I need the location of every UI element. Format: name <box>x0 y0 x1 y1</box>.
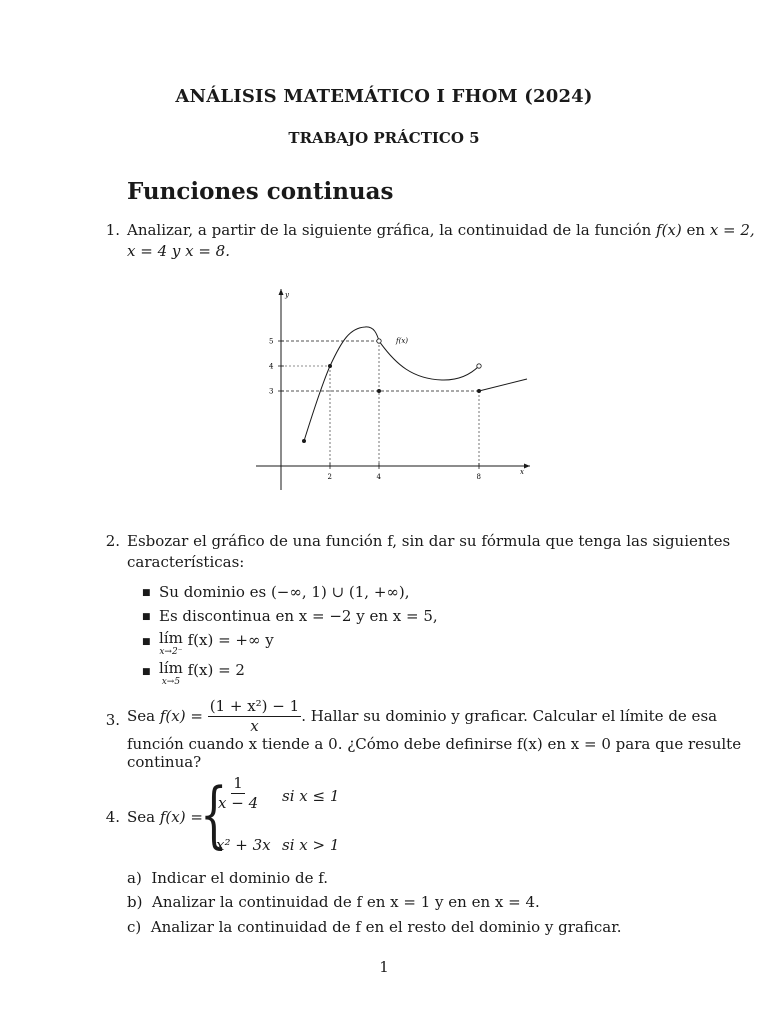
y-tick-label-5: 5 <box>269 337 274 346</box>
subitem-c-text: Analizar la continuidad de f en el resto del dominio y graficar. <box>150 918 622 936</box>
exercise-1-line-1 <box>127 221 755 239</box>
case-2-expression: x² + 3x <box>216 836 271 854</box>
bullet-2: ■ <box>142 612 151 622</box>
exercise-2-line-1: Esbozar el gráfico de una función f, sin dar su fórmula que tenga las siguientes <box>127 532 731 550</box>
exercise-3-numerator: (1 + x²) − 1 <box>208 698 301 717</box>
lim-expression-2: f(x) = 2 <box>182 661 245 679</box>
bullet-4: ■ <box>142 667 151 677</box>
document-title: ANÁLISIS MATEMÁTICO I FHOM (2024) <box>175 86 593 107</box>
point-x8-filled <box>477 389 481 393</box>
endpoint-left-filled <box>302 439 306 443</box>
x-axis-arrow <box>524 464 530 469</box>
exercise-2-number: 2. <box>105 532 120 550</box>
document-subtitle: TRABAJO PRÁCTICO 5 <box>288 129 480 147</box>
exercise-1-en: en <box>681 221 710 239</box>
y-tick-label-3: 3 <box>269 387 274 396</box>
case-2-condition: si x > 1 <box>282 836 340 854</box>
bullet-1: ■ <box>142 588 151 598</box>
exercise-3-fx: f(x) = <box>159 706 208 725</box>
exercise-2-item-4 <box>159 661 245 687</box>
exercise-3-line-3: continua? <box>127 753 202 771</box>
exercise-1-paren-x: (x) <box>661 221 682 239</box>
point-x2-filled <box>328 364 332 368</box>
section-title: Funciones continuas <box>127 178 394 205</box>
subitem-b-label: b) <box>127 893 143 911</box>
x-axis-label: x <box>520 468 524 476</box>
subitem-c <box>127 918 622 936</box>
exercise-3-number: 3. <box>105 711 120 729</box>
exercise-4-number: 4. <box>105 808 120 826</box>
case-1-denominator: x − 4 <box>218 794 259 813</box>
y-axis-arrow <box>279 289 284 295</box>
lim-text-1: lím <box>159 629 183 647</box>
bullet-3: ■ <box>142 637 151 647</box>
exercise-1-x-eq-2: x = 2, <box>709 221 755 239</box>
exercise-3-line-1 <box>127 698 717 736</box>
curve-label: f(x) <box>396 337 409 345</box>
piecewise-brace: { <box>200 772 228 856</box>
case-1-frac <box>218 775 258 813</box>
exercise-2-item-3 <box>159 631 274 657</box>
subitem-a-text: Indicar el dominio de f. <box>151 869 328 887</box>
exercise-1-line-2: x = 4 y x = 8. <box>127 242 230 260</box>
exercise-1-text: Analizar, a partir de la siguiente gráfica, la continuidad de la función <box>127 221 656 239</box>
point-x8-open <box>477 364 481 368</box>
subitem-c-label: c) <box>127 918 142 936</box>
page-number: 1 <box>379 958 389 976</box>
exercise-1-f: f <box>656 221 662 239</box>
lim-subscript-2: x→5 <box>161 677 181 687</box>
lim-text-2: lím <box>159 659 183 677</box>
y-tick-label-4: 4 <box>269 362 274 371</box>
subitem-b-text: Analizar la continuidad de f en x = 1 y en en x = 4. <box>152 893 540 911</box>
exercise-2-item-2: Es discontinua en x = −2 y en x = 5, <box>159 607 438 625</box>
exercise-3-denominator: x <box>250 717 259 736</box>
case-1-fraction <box>218 775 258 813</box>
exercise-1-number: 1. <box>105 221 120 239</box>
x-tick-label-2: 2 <box>327 473 332 481</box>
function-graph <box>250 285 540 495</box>
exercise-3-rest: . Hallar su dominio y graficar. Calcular el límite de esa <box>301 706 718 725</box>
lim-expression-1: f(x) = +∞ y <box>182 631 274 649</box>
subitem-a <box>127 869 328 887</box>
exercise-4-sea <box>127 808 203 826</box>
lim-operator-2 <box>159 661 183 687</box>
exercise-3-fraction <box>208 698 301 736</box>
exercise-2-item-1: Su dominio es (−∞, 1) ∪ (1, +∞), <box>159 583 410 601</box>
exercise-4-sea-text: Sea <box>127 808 160 826</box>
case-1-condition: si x ≤ 1 <box>282 787 340 805</box>
case-1-numerator: 1 <box>231 775 245 794</box>
lim-subscript-1: x→2⁻ <box>159 647 183 657</box>
point-x4-filled <box>377 389 381 393</box>
subitem-b <box>127 893 540 911</box>
x-tick-label-8: 8 <box>476 473 481 481</box>
function-right-segment <box>479 379 527 391</box>
lim-operator-1 <box>159 631 183 657</box>
exercise-2-line-2: características: <box>127 553 245 571</box>
y-axis-label: y <box>285 291 289 299</box>
exercise-3-sea: Sea <box>127 706 160 725</box>
subitem-a-label: a) <box>127 869 142 887</box>
exercise-4-fx: f(x) = <box>159 808 203 826</box>
x-tick-label-4: 4 <box>376 473 381 481</box>
point-x4-open <box>377 339 381 343</box>
exercise-3-line-2: función cuando x tiende a 0. ¿Cómo debe definirse f(x) en x = 0 para que resulte <box>127 735 742 753</box>
